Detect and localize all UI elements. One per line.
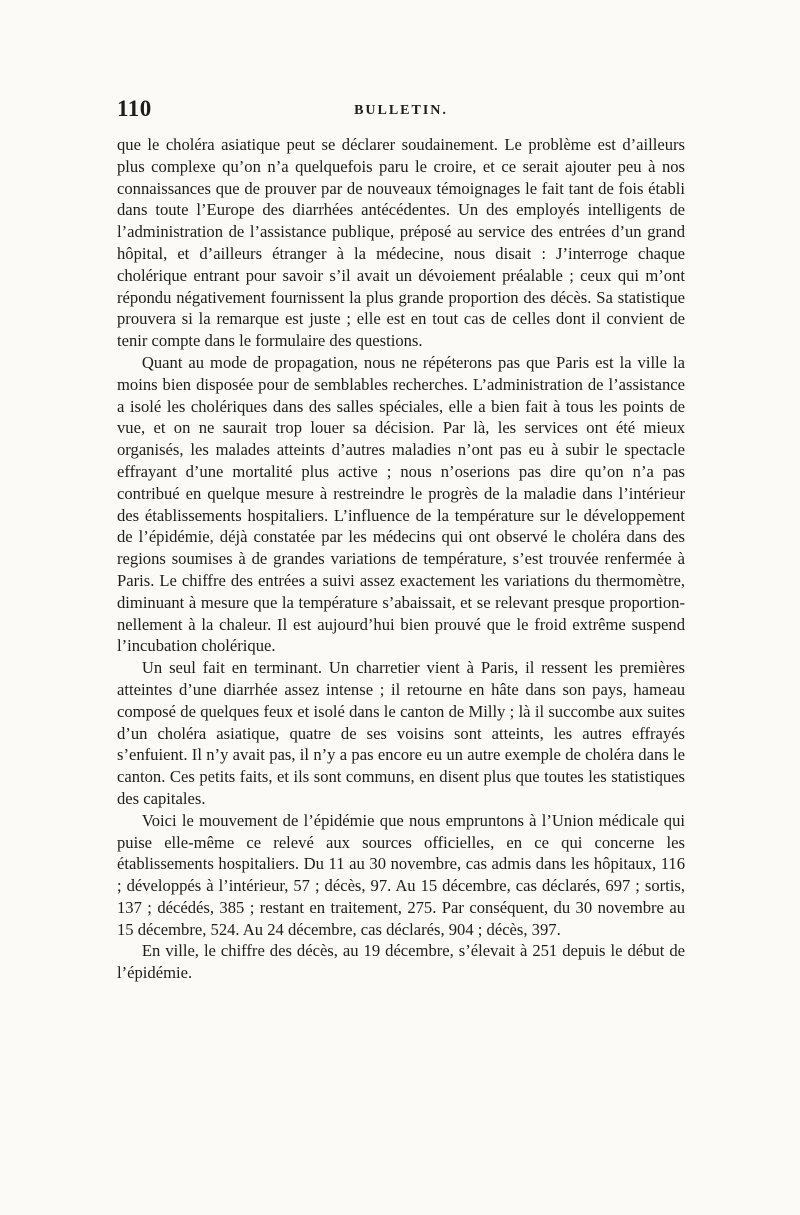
paragraph-deces-ville: En ville, le chiffre des décès, au 19 décembre, s’élevait à 251 depuis le début de l’épidémie. [117, 941, 685, 983]
running-title: BULLETIN. [354, 103, 448, 118]
paragraph-charretier: Un seul fait en terminant. Un charretier vient à Paris, il ressent les premières atteintes d’une diarrhée assez intense ; il retourne en hâte dans son pays, hameau composé de quelques feux et isolé dans le canton de Milly ; là il succombe aux suites d’un choléra asiatique, quatre de ses voisins sont atteints, les autres effrayés s’enfuient. Il n’y avait pas, il n’y a pas encore eu un autre exemple de choléra dans le canton. Ces petits faits, et ils sont communs, en disent plus que toutes les statistiques des capitales. [117, 658, 685, 808]
body-text [117, 134, 685, 984]
document-page [117, 96, 685, 984]
running-header [117, 96, 685, 128]
page-number: 110 [117, 96, 152, 121]
paragraph-mouvement-epidemie: Voici le mouvement de l’épidémie que nous empruntons à l’Union médicale qui puise elle-même ce relevé aux sources officielles, en ce qui concerne les établissements hospitaliers. Du 11 au 30 novembre, cas admis dans les hôpitaux, 116 ; développés à l’intérieur, 57 ; décès, 97. Au 15 décembre, cas déclarés, 697 ; sortis, 137 ; décédés, 385 ; restant en traitement, 275. Par conséquent, du 30 novembre au 15 décembre, 524. Au 24 décembre, cas déclarés, 904 ; décès, 397. [117, 810, 685, 939]
paragraph-propagation: Quant au mode de propagation, nous ne répéterons pas que Paris est la ville la moins bien disposée pour de semblables recherches. L’administration de l’assistance a isolé les cholériques dans des salles spéciales, elle a bien fait à tous les points de vue, et on ne saurait trop louer sa décision. Par là, les services ont été mieux organisés, les malades atteints d’autres maladies n’ont pas eu à subir le spectacle effrayant d’une mortalité plus active ; nous n’oserions pas dire qu’on n’a pas contribué en quelque mesure à restreindre le progrès de la maladie dans l’intérieur des établissements hospitaliers. L’influence de la température sur le développement de l’épidémie, déjà constatée par les médecins qui ont observé le choléra dans des regions soumises à de grandes variations de température, s’est trouvée renfermée à Paris. Le chiffre des entrées a suivi assez exactement les variations du thermomètre, diminuant à mesure que la température s’abaissait, et se relevant presque proportionnellement à la chaleur. Il est aujourd’hui bien prouvé que le froid extrême suspend l’incubation cholérique. [117, 352, 685, 656]
paragraph-diarrhees: que le choléra asiatique peut se déclarer soudainement. Le problème est d’ailleurs plus complexe qu’on n’a quelquefois paru le croire, et ce serait ajouter peu à nos connaissances que de prouver par de nouveaux témoignages le fait tant de fois établi dans toute l’Europe des diarrhées antécédentes. Un des employés intelligents de l’administration de l’assistance publique, préposé au service des entrées d’un grand hôpital, et d’ailleurs étranger à la médecine, nous disait : J’interroge chaque cholérique entrant pour savoir s’il avait un dévoiement préalable ; ceux qui m’ont répondu négativement fournissent la plus grande proportion des décès. Sa statistique prouvera si la remarque est juste ; elle est en tout cas de celles dont il convient de tenir compte dans le formulaire des questions. [117, 135, 685, 351]
